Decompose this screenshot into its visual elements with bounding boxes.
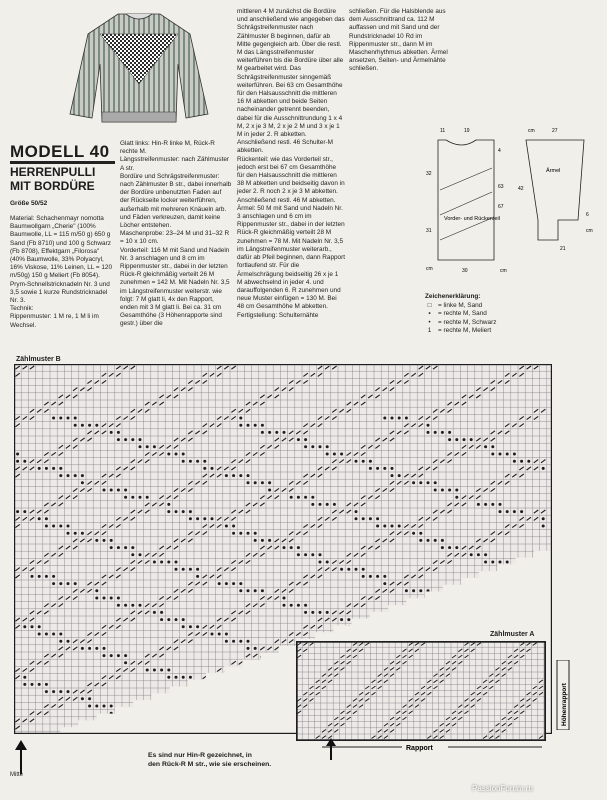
legend-symbol: • xyxy=(428,318,431,326)
model-subtitle-2: MIT BORDÜRE xyxy=(10,179,95,193)
dim-left-2: 31 xyxy=(426,228,432,234)
watermark: PassionForum.ru xyxy=(472,784,533,793)
schematic-front-label: Vorder- und Rückenteil xyxy=(444,216,500,222)
legend-item xyxy=(425,302,555,311)
dim-bottom-2: cm xyxy=(500,268,507,274)
dim-right-4: 21 xyxy=(560,246,566,252)
legend-title: Zeichenerklärung: xyxy=(425,293,481,300)
dim-mid-1: 4 xyxy=(498,148,501,154)
size-label: Größe 50/52 xyxy=(10,200,48,207)
legend-item xyxy=(425,310,555,319)
dim-bottom-1: 30 xyxy=(462,268,468,274)
instructions-col-3: mittleren 4 M zunächst die Bordüre und anschließend wie angegeben das Schrägstreifenmuster nach Zählmuster B beginnen, dafür ab Mitte gegengleich arb. Über die restl. M das Längsstreifenmuster weiterführen bis die Bordüre über alle M gearbeitet wird. Das Schrägstreifenmuster sinngemäß weiterführen. Bei 63 cm Gesamthöhe für den Halsausschnitt die mittleren 16 M abketten und beide Seiten nacheinander getrennt beenden, dabei für die Ausschnittrundung 1 x 4 M, 2 x je 3 M, 2 x je 2 M und 3 x je 1 M in jeder 2. R abketten. Anschließend restl. 46 Schulter-M abketten. Rückenteil: wie das Vorderteil str., jedoch erst bei 67 cm Gesamthöhe für den Halsausschnitt die mittleren 38 M abketten und beidseitig davon in jeder 2. R noch 2 x je 3 M abketten. Anschließend restl. 46 M abketten. Ärmel: 50 M mit Sand und Nadeln Nr. 3 anschlagen und 6 cm im Rippenmuster str., dabei in der letzten Rück-R gleichmäßig verteilt 28 M zunehmen = 78 M. Mit Nadeln Nr. 3,5 im Längstreifenmuster weiterarb., dafür ab Pfeil beginnen, dann Rapport fortlaufend str. Für die Ärmelschrägung beidseitig 26 x je 1 M abwechselnd in jeder 4. und darauffolgenden 6. R zunehmen und neue Muster einfügen = 130 M. Bei 48 cm Gesamthöhe M abketten. Fertigstellung: Schulternähte xyxy=(237,8,346,319)
legend-symbol: □ xyxy=(427,301,432,309)
title-rule xyxy=(10,161,115,164)
hoehenrapport-bar xyxy=(556,660,570,730)
legend-label: = rechte M, Meliert xyxy=(438,327,492,334)
dim-top-1: 11 xyxy=(440,128,446,134)
legend-label: = rechte M, Sand xyxy=(438,310,487,317)
schematic-sleeve-label: Ärmel xyxy=(546,168,561,174)
hoehenrapport-label: Höhenrapport xyxy=(561,683,568,726)
legend-label: = rechte M, Schwarz xyxy=(438,318,497,326)
chart-note: Es sind nur Hin-R gezeichnet, in den Rück-R M str., wie sie erscheinen. xyxy=(148,752,272,768)
dim-mid-2: 63 xyxy=(498,184,504,190)
instructions-col-4: schließen. Für die Halsblende aus dem Ausschnittrand ca. 112 M auffassen und mit Sand und der Rundstricknadel 10 Rd im Rippenmuster str., dann M im Maschenrhythmus abketten. Ärmel ansetzen, Seiten- und Ärmelnähte schließen. xyxy=(349,8,448,73)
dim-right-3: cm xyxy=(586,228,593,234)
legend xyxy=(425,293,555,336)
rapport-bar xyxy=(322,740,542,754)
dim-top-2: 19 xyxy=(464,128,470,134)
legend-label: = linke M, Sand xyxy=(438,301,483,309)
dim-mid-3: 67 xyxy=(498,204,504,210)
dim-top-3: cm xyxy=(528,128,535,134)
chart-b-label: Zählmuster B xyxy=(16,356,61,363)
garment-schematic xyxy=(418,120,598,280)
legend-symbol: 1 xyxy=(427,327,432,334)
rapport-label: Rapport xyxy=(406,745,433,752)
model-subtitle: HERRENPULLI xyxy=(10,165,96,179)
legend-item xyxy=(425,319,555,328)
dim-left-1: 32 xyxy=(426,171,432,177)
dim-left-3: cm xyxy=(426,266,433,272)
dim-right-2: 6 xyxy=(586,212,589,218)
dim-top-4: 27 xyxy=(552,128,558,134)
dim-right-1: 42 xyxy=(518,186,524,192)
instructions-col-2: Glatt links: Hin-R linke M, Rück-R rechte M. Längsstreifenmuster: nach Zählmuster A str. Bordüre und Schrägstreifenmuster: nach Zählmuster B str., dabei innerhalb der Bordüre unbenutzten Faden auf der Rückseite locker weiterführen, außerhalb mit mehreren Knäueln arb. und Fäden verkreuzen, damit keine Löcher entstehen. Maschenprobe: 23–24 M und 31–32 R = 10 x 10 cm. Vorderteil: 116 M mit Sand und Nadeln Nr. 3 anschlagen und 8 cm im Rippenmuster str., dabei in der letzten Rück-R gleichmäßig verteilt 26 M zunehmen = 142 M. Mit Nadeln Nr. 3,5 im Längstreifenmuster weiterstr. wie folgt: 7 M glatt li, 4x den Rapport, enden mit 3 M glatt li. Bei ca. 31 cm Gesamthöhe (3 Höhenrapporte sind gestr.) über die xyxy=(120,140,232,328)
legend-item xyxy=(425,327,555,336)
instructions-col-1: Material: Schachenmayr nomotta Baumwollgarn „Cherie" (100% Baumwolle, LL = 115 m/50 g) 650 g Sand (Fb 8710) und 100 g Schwarz (Fb 8708), Effektgarn „Filorosa" (40% Baumwolle, 33% Polyacryl, 16% Viskose, 11% Leinen, LL = 120 m/50g) 150 g Meliert (Fb 8054). Prym-Schnellstricknadeln Nr. 3 und 3,5 sowie 1 kurze Rundstricknadel Nr. 3. Technik: Rippenmuster: 1 M re, 1 M li im Wechsel. xyxy=(10,215,113,329)
arrow-up-icon xyxy=(324,738,338,760)
knitting-chart-a xyxy=(296,641,546,741)
model-title: MODELL 40 xyxy=(10,142,110,161)
chart-a-label: Zählmuster A xyxy=(490,631,535,638)
legend-symbol: ▪ xyxy=(428,310,431,317)
sweater-illustration xyxy=(68,4,210,124)
mitte-label: Mitte xyxy=(10,772,24,778)
